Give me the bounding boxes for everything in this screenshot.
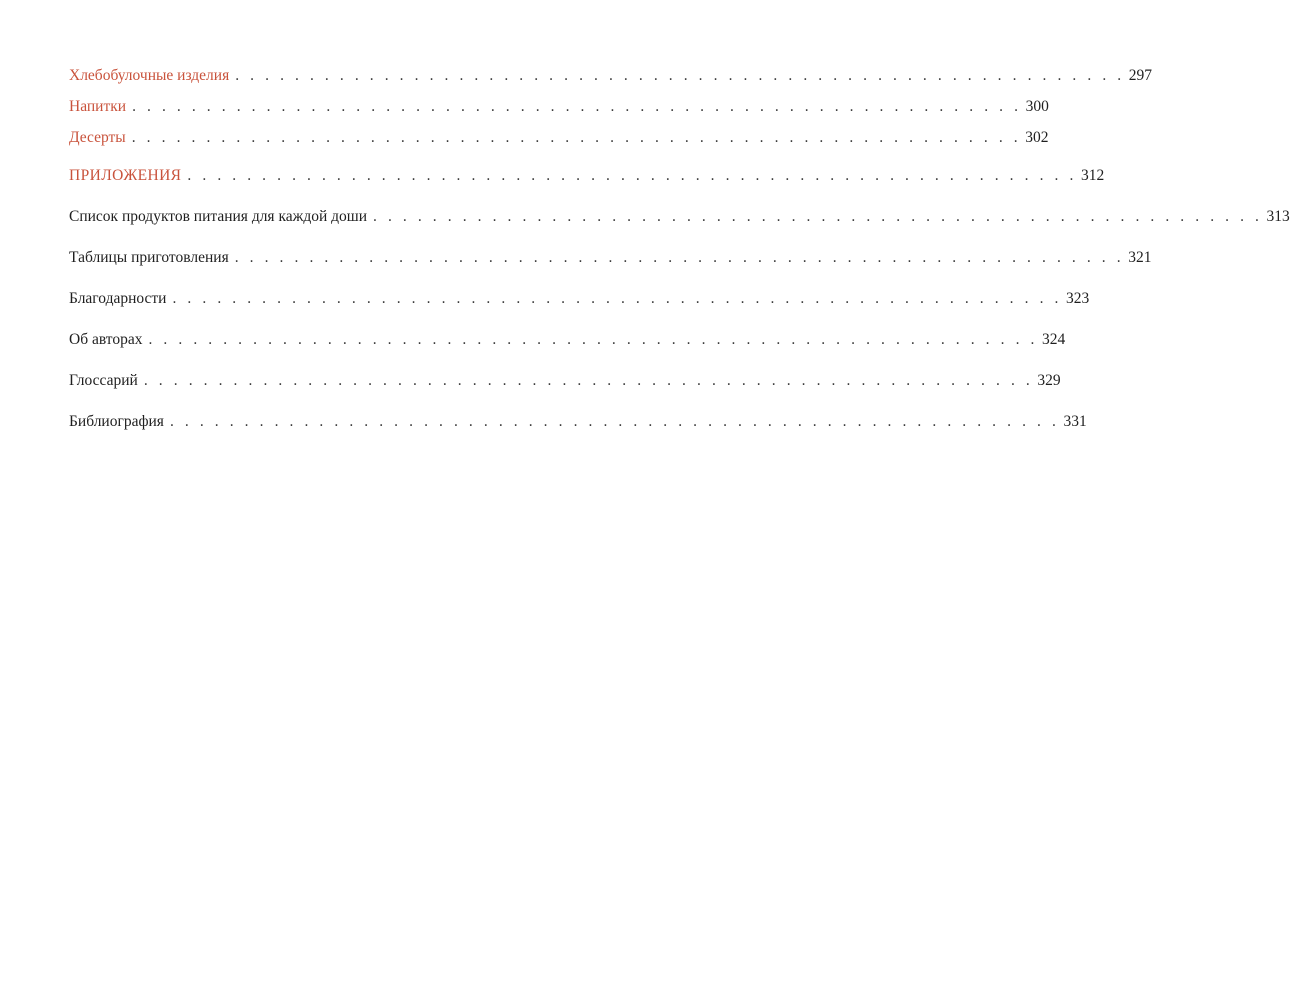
toc-entry-authors[interactable]: [69, 330, 1066, 350]
toc-entry-glossary[interactable]: [69, 371, 1061, 391]
toc-entry-page: 324: [1042, 331, 1066, 348]
toc-entry-cooking-tables[interactable]: [69, 248, 1152, 268]
dot-leader: . . . . . . . . . . . . . . . . . . . . . . . . . . . . . . . . . . . . . . . . . . . . . . . . . . . . . . . . . . . .: [148, 331, 1038, 348]
toc-entry-label: ПРИЛОЖЕНИЯ: [69, 167, 182, 184]
dot-leader: . . . . . . . . . . . . . . . . . . . . . . . . . . . . . . . . . . . . . . . . . . . . . . . . . . . . . . . . . . . .: [234, 249, 1125, 266]
toc-entry-page: 312: [1080, 167, 1105, 184]
toc-entry-page: 302: [1025, 129, 1049, 146]
dot-leader: . . . . . . . . . . . . . . . . . . . . . . . . . . . . . . . . . . . . . . . . . . . . . . . . . . . . . . . . . . . .: [235, 67, 1125, 84]
dot-leader: . . . . . . . . . . . . . . . . . . . . . . . . . . . . . . . . . . . . . . . . . . . . . . . . . . . . . . . . . . . .: [143, 372, 1034, 389]
toc-entry-page: 297: [1128, 67, 1152, 84]
dot-leader: . . . . . . . . . . . . . . . . . . . . . . . . . . . . . . . . . . . . . . . . . . . . . . . . . . . . . . . . . . . .: [131, 129, 1022, 146]
toc-entry-label: Таблицы приготовления: [69, 249, 229, 266]
toc-entry-page: 300: [1025, 98, 1049, 115]
dot-leader: . . . . . . . . . . . . . . . . . . . . . . . . . . . . . . . . . . . . . . . . . . . . . . . . . . . . . . . . . . . .: [169, 413, 1060, 430]
toc-entry-label: Благодарности: [69, 290, 167, 307]
toc-entry-label: Хлебобулочные изделия: [69, 67, 230, 84]
dot-leader: . . . . . . . . . . . . . . . . . . . . . . . . . . . . . . . . . . . . . . . . . . . . . . . . . . . . . . . . . . . .: [132, 98, 1022, 115]
toc-entry-drinks[interactable]: [69, 97, 1049, 117]
toc-entry-appendices[interactable]: [69, 166, 1105, 186]
toc-entry-label: Об авторах: [69, 331, 143, 348]
toc-entry-page: 321: [1128, 249, 1152, 266]
toc-entry-page: 313: [1266, 208, 1290, 225]
toc-entry-bakery[interactable]: [69, 66, 1152, 86]
toc-entry-label: Библиография: [69, 413, 164, 430]
toc-entry-label: Десерты: [69, 129, 126, 146]
dot-leader: . . . . . . . . . . . . . . . . . . . . . . . . . . . . . . . . . . . . . . . . . . . . . . . . . . . . . . . . . . . .: [172, 290, 1063, 307]
toc-entry-page: 331: [1063, 413, 1087, 430]
dot-leader: . . . . . . . . . . . . . . . . . . . . . . . . . . . . . . . . . . . . . . . . . . . . . . . . . . . . . . . . . . . .: [187, 167, 1077, 184]
toc-entry-desserts[interactable]: [69, 128, 1049, 148]
toc-entry-acknowledgements[interactable]: [69, 289, 1090, 309]
toc-entry-page: 329: [1037, 372, 1061, 389]
toc-entry-label: Напитки: [69, 98, 127, 115]
toc-entry-label: Список продуктов питания для каждой доши: [69, 208, 367, 225]
toc-entry-food-list[interactable]: [69, 207, 1290, 227]
toc-entry-label: Глоссарий: [69, 372, 138, 389]
toc-entry-page: 323: [1066, 290, 1090, 307]
dot-leader: . . . . . . . . . . . . . . . . . . . . . . . . . . . . . . . . . . . . . . . . . . . . . . . . . . . . . . . . . . . .: [373, 208, 1263, 225]
toc-entry-bibliography[interactable]: [69, 412, 1087, 432]
